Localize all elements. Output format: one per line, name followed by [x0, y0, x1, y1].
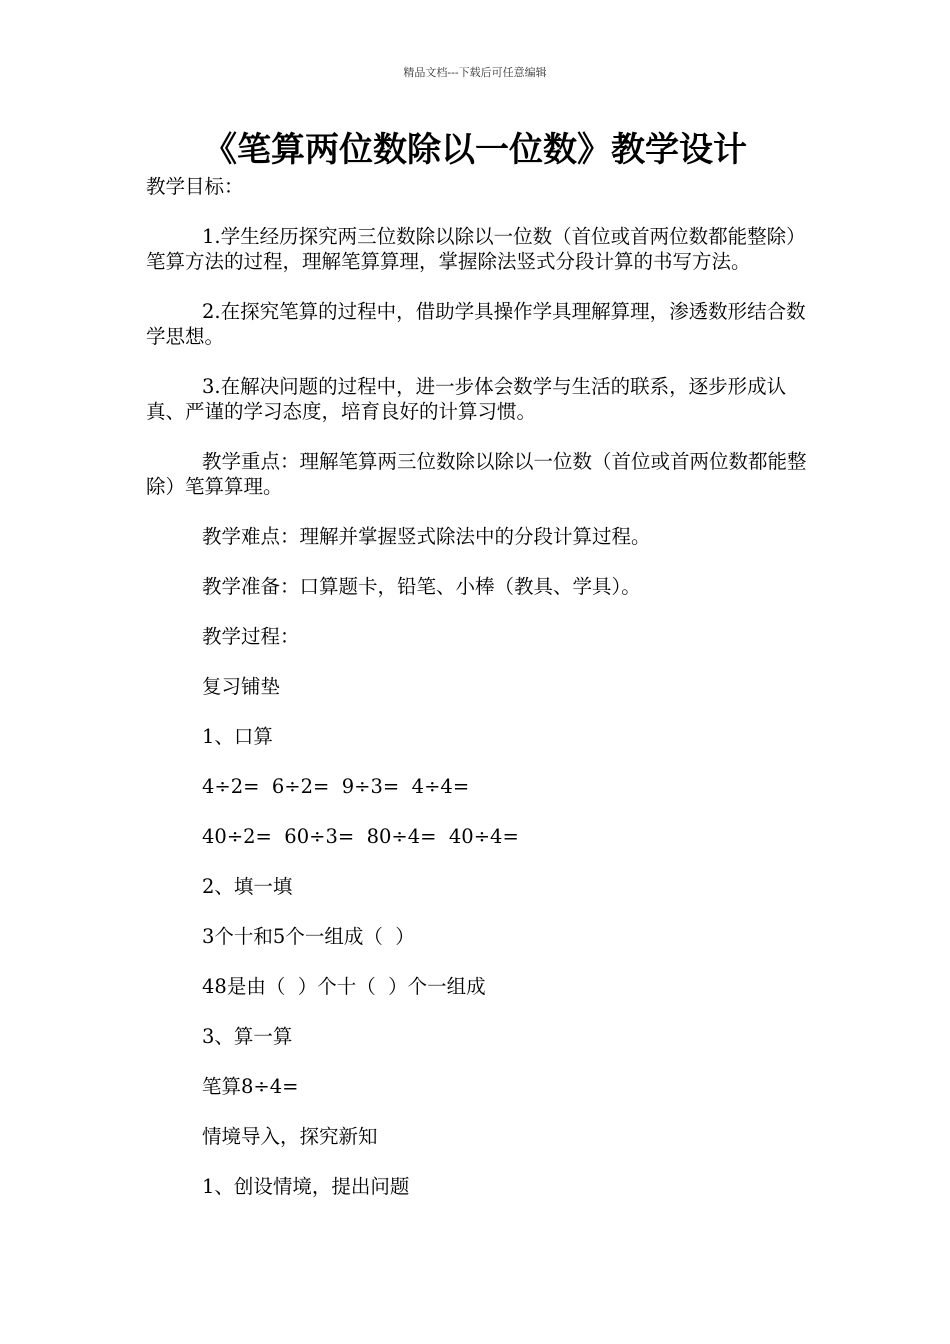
- objective-item-1: 1.学生经历探究两三位数除以除以一位数（首位或首两位数都能整除）笔算方法的过程，理解笔算算理，掌握除法竖式分段计算的书写方法。: [146, 225, 806, 273]
- calc-heading: 3、算一算: [202, 1025, 293, 1048]
- key-point: 教学重点：理解笔算两三位数除以除以一位数（首位或首两位数都能整除）笔算算理。: [146, 450, 807, 498]
- page-header-note: 精品文档---下载后可任意编辑: [403, 66, 547, 79]
- document-body: [146, 174, 808, 1199]
- document-title: 《笔算两位数除以一位数》教学设计: [203, 130, 747, 170]
- new-knowledge-heading: 情境导入，探究新知: [202, 1125, 378, 1148]
- fill-heading: 2、填一填: [202, 875, 293, 898]
- fill-item-2: 48是由（ ）个十（ ）个一组成: [202, 975, 486, 998]
- new-knowledge-item-1: 1、创设情境，提出问题: [202, 1175, 410, 1198]
- process-heading: 教学过程：: [202, 625, 300, 648]
- objective-item-2: 2.在探究笔算的过程中，借助学具操作学具理解算理，渗透数形结合数学思想。: [146, 300, 806, 348]
- oral-row-2: 40÷2= 60÷3= 80÷4= 40÷4=: [202, 825, 519, 848]
- calc-item: 笔算8÷4=: [202, 1075, 299, 1098]
- fill-item-1: 3个十和5个一组成（ ）: [202, 925, 415, 948]
- oral-row-1: 4÷2= 6÷2= 9÷3= 4÷4=: [202, 775, 470, 798]
- preparation: 教学准备：口算题卡，铅笔、小棒（教具、学具）。: [202, 575, 641, 598]
- difficulty: 教学难点：理解并掌握竖式除法中的分段计算过程。: [202, 525, 651, 548]
- oral-heading: 1、口算: [202, 725, 273, 748]
- review-heading: 复习铺垫: [202, 675, 281, 698]
- objective-item-3: 3.在解决问题的过程中，进一步体会数学与生活的联系，逐步形成认真、严谨的学习态度，培育良好的计算习惯。: [146, 375, 787, 423]
- section-heading-objectives: 教学目标：: [146, 175, 244, 198]
